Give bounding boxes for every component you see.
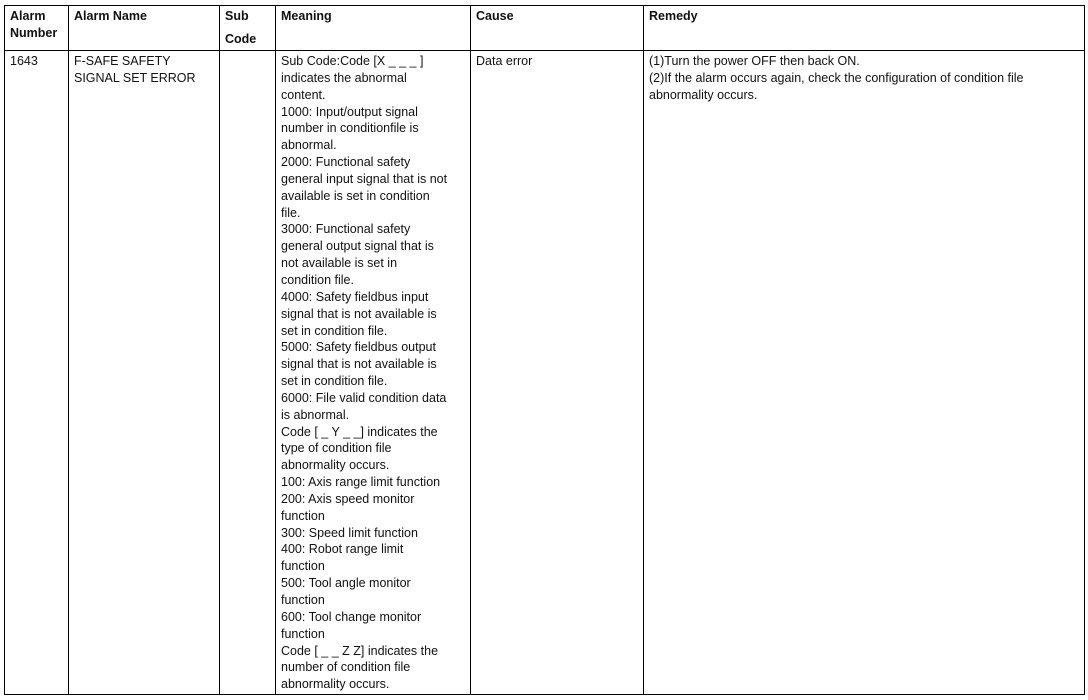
meaning-line: set in condition file.: [281, 374, 388, 389]
header-cause: Cause: [471, 6, 644, 51]
meaning-line: condition file.: [281, 272, 354, 287]
header-alarm-number: [5, 6, 69, 51]
meaning-line: file.: [281, 205, 301, 220]
cell-cause: Data error: [471, 51, 644, 695]
header-meaning: Meaning: [276, 6, 471, 51]
meaning-line: function: [281, 626, 325, 641]
meaning-line: 200: Axis speed monitor: [281, 491, 415, 506]
meaning-line: 6000: File valid condition data: [281, 390, 447, 405]
remedy-line: (1)Turn the power OFF then back ON.: [649, 54, 860, 68]
cell-alarm-name: [69, 51, 220, 695]
remedy-line: abnormality occurs.: [649, 87, 758, 102]
meaning-line: 300: Speed limit function: [281, 525, 418, 540]
alarm-name-line: F-SAFE SAFETY: [74, 54, 171, 68]
meaning-line: general output signal that is: [281, 239, 434, 254]
meaning-line: not available is set in: [281, 256, 398, 271]
meaning-line: available is set in condition: [281, 188, 430, 203]
meaning-line: is abnormal.: [281, 407, 350, 422]
meaning-line: 500: Tool angle monitor: [281, 576, 411, 591]
meaning-line: abnormality occurs.: [281, 458, 390, 473]
cell-sub-code: [220, 51, 276, 695]
meaning-line: set in condition file.: [281, 323, 388, 338]
header-alarm-name: Alarm Name: [69, 6, 220, 51]
meaning-line: signal that is not available is: [281, 357, 437, 372]
header-alarm-number-line: Number: [10, 26, 58, 40]
meaning-line: signal that is not available is: [281, 306, 437, 321]
meaning-line: Code [ _ _ Z Z] indicates the: [281, 643, 439, 658]
alarm-table: [4, 5, 1085, 695]
cell-meaning: [276, 51, 471, 695]
meaning-line: 1000: Input/output signal: [281, 104, 418, 119]
meaning-line: function: [281, 508, 325, 523]
header-remedy: Remedy: [644, 6, 1085, 51]
meaning-line: indicates the abnormal: [281, 70, 407, 85]
header-sub-code-line: Code: [225, 32, 257, 46]
meaning-line: number in conditionfile is: [281, 121, 419, 136]
meaning-line: 5000: Safety fieldbus output: [281, 340, 436, 355]
meaning-line: function: [281, 593, 325, 607]
meaning-line: 3000: Functional safety: [281, 222, 411, 237]
meaning-line: 4000: Safety fieldbus input: [281, 289, 429, 304]
header-alarm-number-line: Alarm: [10, 9, 46, 23]
cell-remedy: [644, 51, 1085, 695]
alarm-name-line: SIGNAL SET ERROR: [74, 70, 196, 85]
meaning-line: 400: Robot range limit: [281, 542, 404, 557]
meaning-line: content.: [281, 87, 326, 102]
meaning-line: 100: Axis range limit function: [281, 475, 441, 490]
meaning-line: type of condition file: [281, 441, 392, 456]
meaning-line: general input signal that is not: [281, 171, 448, 186]
meaning-line: abnormal.: [281, 138, 337, 153]
meaning-line: Sub Code:Code [X _ _ _ ]: [281, 54, 424, 68]
header-sub-code: [220, 6, 276, 51]
remedy-line: (2)If the alarm occurs again, check the configuration of condition file: [649, 70, 1024, 85]
meaning-line: abnormality occurs.: [281, 677, 390, 692]
meaning-line: 600: Tool change monitor: [281, 609, 422, 624]
header-sub-code-line: Sub: [225, 9, 249, 23]
meaning-line: 2000: Functional safety: [281, 155, 411, 170]
table-header-row: [5, 6, 1085, 51]
meaning-line: Code [ _ Y _ _] indicates the: [281, 424, 438, 439]
meaning-line: function: [281, 559, 325, 574]
table-row: [5, 51, 1085, 695]
cell-alarm-number: 1643: [5, 51, 69, 695]
meaning-line: number of condition file: [281, 660, 411, 675]
